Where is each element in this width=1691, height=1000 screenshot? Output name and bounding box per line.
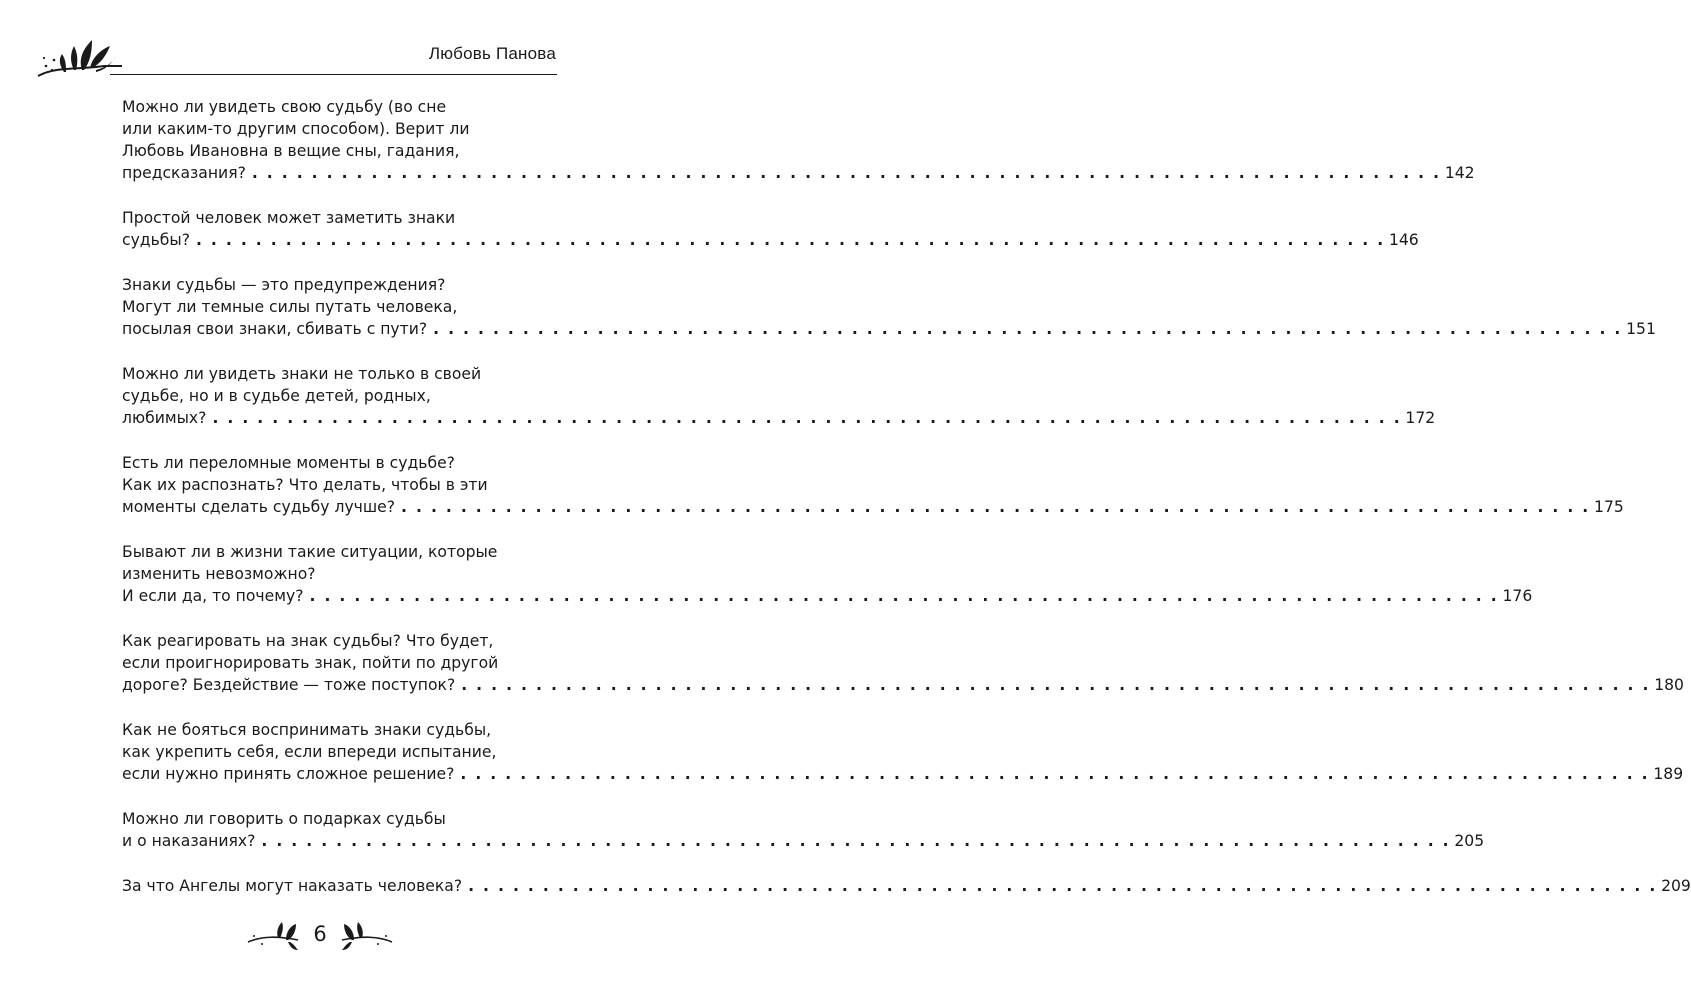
toc-entry[interactable] (122, 274, 1656, 340)
toc-entry[interactable] (122, 875, 1691, 897)
toc-line (122, 140, 546, 162)
toc-line (122, 452, 546, 474)
toc-line (122, 541, 546, 563)
toc-line (122, 207, 546, 229)
toc-entry-title: или каким-то другим способом). Верит ли (122, 120, 470, 138)
toc-entry-title: Как не бояться воспринимать знаки судьбы, (122, 721, 492, 739)
toc-line (122, 118, 546, 140)
toc-line (122, 741, 546, 763)
toc-page-number: 175 (1594, 498, 1624, 516)
toc-entry-title: Можно ли увидеть знаки не только в своей (122, 365, 482, 383)
floral-flourish-icon (246, 922, 300, 952)
floral-flourish-icon (340, 922, 394, 952)
toc-entry-title: Как их распознать? Что делать, чтобы в эти (122, 476, 488, 494)
toc-entry-title: если проигнорировать знак, пойти по другой (122, 654, 499, 672)
toc-page-number: 142 (1444, 164, 1475, 182)
toc-page-number: 146 (1388, 231, 1419, 249)
toc-page-number: 176 (1502, 587, 1533, 605)
toc-entry[interactable] (122, 207, 1419, 251)
toc-line (122, 474, 546, 496)
toc-line (122, 763, 1684, 785)
toc-entry-title: любимых? (122, 409, 207, 427)
toc-entry[interactable] (122, 541, 1533, 607)
dot-leader: . . . . . . . . . . . . . . . . . . . . . . . . . . . . . . . . . . . . . . . . . . . . . . . . . . . . . . . . . . . . . . . . . . . . . . . . . . . . . . . . (433, 320, 1623, 338)
toc-entry-title: Есть ли переломные моменты в судьбе? (122, 454, 455, 472)
toc-entry-title: Могут ли темные силы путать человека, (122, 298, 458, 316)
dot-leader: . . . . . . . . . . . . . . . . . . . . . . . . . . . . . . . . . . . . . . . . . . . . . . . . . . . . . . . . . . . . . . . . . . . . . . . . . . . . . . . . (401, 498, 1591, 516)
dot-leader: . . . . . . . . . . . . . . . . . . . . . . . . . . . . . . . . . . . . . . . . . . . . . . . . . . . . . . . . . . . . . . . . . . . . . . . . . . . . . . . . (195, 231, 1385, 249)
toc-entry-title: Можно ли говорить о подарках судьбы (122, 810, 446, 828)
toc-page-number: 172 (1405, 409, 1436, 427)
toc-line (122, 875, 1691, 897)
toc-entry-title: Как реагировать на знак судьбы? Что будет, (122, 632, 494, 650)
toc-entry-title: предсказания? (122, 164, 246, 182)
toc-page-number: 180 (1654, 676, 1684, 694)
toc-line (122, 318, 1656, 340)
toc-line (122, 585, 1533, 607)
toc-line (122, 229, 1419, 251)
toc-line (122, 674, 1684, 696)
toc-entry-title: если нужно принять сложное решение? (122, 765, 455, 783)
toc-entry-title: судьбы? (122, 231, 190, 249)
toc-entry-title: Любовь Ивановна в вещие сны, гадания, (122, 142, 460, 160)
dot-leader: . . . . . . . . . . . . . . . . . . . . . . . . . . . . . . . . . . . . . . . . . . . . . . . . . . . . . . . . . . . . . . . . . . . . . . . . . . . . . . . . (261, 832, 1451, 850)
page-number: 6 (313, 922, 327, 946)
toc-line (122, 808, 546, 830)
toc-entry[interactable] (122, 96, 1475, 184)
toc-line (122, 563, 546, 585)
page-footer (0, 918, 593, 958)
dot-leader: . . . . . . . . . . . . . . . . . . . . . . . . . . . . . . . . . . . . . . . . . . . . . . . . . . . . . . . . . . . . . . . . . . . . . . . . . . . . . . . . (212, 409, 1402, 427)
toc-page-number: 151 (1626, 320, 1656, 338)
toc-line (122, 162, 1475, 184)
toc-entry[interactable] (122, 808, 1485, 852)
table-of-contents (122, 96, 1691, 920)
dot-leader: . . . . . . . . . . . . . . . . . . . . . . . . . . . . . . . . . . . . . . . . . . . . . . . . . . . . . . . . . . . . . . . . . . . . . . . . . . . . . . . . (251, 164, 1441, 182)
toc-entry-title: и о наказаниях? (122, 832, 256, 850)
toc-line (122, 363, 546, 385)
toc-line (122, 830, 1485, 852)
toc-line (122, 274, 546, 296)
floral-flourish-icon (34, 36, 124, 82)
dot-leader: . . . . . . . . . . . . . . . . . . . . . . . . . . . . . . . . . . . . . . . . . . . . . . . . . . . . . . . . . . . . . . . . . . . . . . . . . . . . . . . . (461, 676, 1651, 694)
toc-entry-title: посылая свои знаки, сбивать с пути? (122, 320, 428, 338)
toc-page-number: 205 (1454, 832, 1485, 850)
toc-entry-title: изменить невозможно? (122, 565, 316, 583)
toc-line (122, 96, 546, 118)
header-rule (110, 74, 557, 75)
toc-line (122, 296, 546, 318)
toc-line (122, 652, 546, 674)
toc-entry-title: моменты сделать судьбу лучше? (122, 498, 396, 516)
toc-entry-title: дороге? Бездействие — тоже поступок? (122, 676, 456, 694)
toc-entry[interactable] (122, 452, 1624, 518)
toc-entry-title: Можно ли увидеть свою судьбу (во сне (122, 98, 447, 116)
toc-line (122, 630, 546, 652)
toc-page-number: 209 (1661, 877, 1691, 895)
toc-entry-title: как укрепить себя, если впереди испытание, (122, 743, 497, 761)
dot-leader: . . . . . . . . . . . . . . . . . . . . . . . . . . . . . . . . . . . . . . . . . . . . . . . . . . . . . . . . . . . . . . . . . . . . . . . . . . . . . . . . (460, 765, 1650, 783)
toc-entry[interactable] (122, 630, 1684, 696)
toc-entry-title: Знаки судьбы — это предупреждения? (122, 276, 446, 294)
toc-entry[interactable] (122, 363, 1436, 429)
toc-entry[interactable] (122, 719, 1684, 785)
toc-line (122, 385, 546, 407)
toc-entry-title: Бывают ли в жизни такие ситуации, которые (122, 543, 498, 561)
toc-line (122, 407, 1436, 429)
dot-leader: . . . . . . . . . . . . . . . . . . . . . . . . . . . . . . . . . . . . . . . . . . . . . . . . . . . . . . . . . . . . . . . . . . . . . . . . . . . . . . . . (309, 587, 1499, 605)
toc-page-number: 189 (1653, 765, 1684, 783)
toc-entry-title: Простой человек может заметить знаки (122, 209, 456, 227)
dot-leader: . . . . . . . . . . . . . . . . . . . . . . . . . . . . . . . . . . . . . . . . . . . . . . . . . . . . . . . . . . . . . . . . . . . . . . . . . . . . . . . . (468, 877, 1658, 895)
toc-entry-title: И если да, то почему? (122, 587, 304, 605)
toc-line (122, 496, 1624, 518)
toc-line (122, 719, 546, 741)
header-author: Любовь Панова (428, 44, 556, 63)
toc-entry-title: судьбе, но и в судьбе детей, родных, (122, 387, 431, 405)
toc-entry-title: За что Ангелы могут наказать человека? (122, 877, 463, 895)
